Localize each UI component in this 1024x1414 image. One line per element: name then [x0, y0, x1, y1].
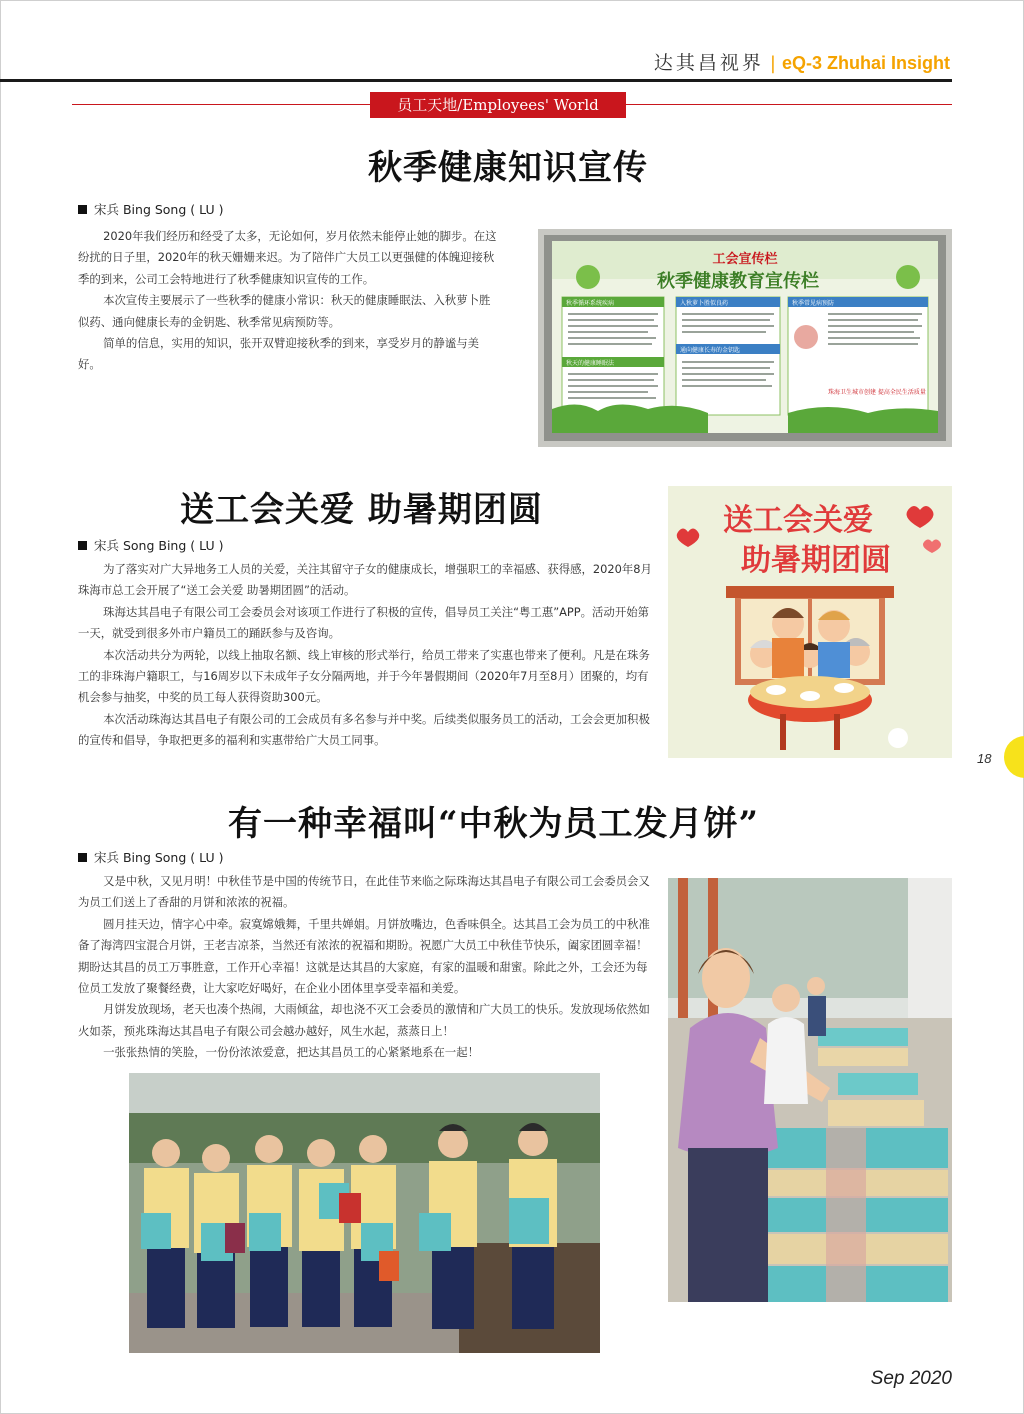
paragraph: 珠海达其昌电子有限公司工会委员会对该项工作进行了积极的宣传，倡导员工关注“粤工惠”APP。活动开始第一天，就受到很多外市户籍员工的踊跃参与及咨询。	[78, 604, 649, 641]
bullet-square-icon	[78, 205, 87, 214]
board-panel-label: 秋季循环系统疾病	[566, 300, 615, 307]
paragraph: 又是中秋，又见月明！中秋佳节是中国的传统节日，在此佳节来临之际珠海达其昌电子有限公司工会委员会又为员工们送上了香甜的月饼和浓浓的祝福。	[78, 874, 650, 910]
mooncake-distribution-image	[668, 878, 952, 1302]
paragraph: 圆月挂天边，情字心中牵。寂寞嫦娥舞，千里共婵娟。月饼放嘴边，色香味俱全。达其昌工会为员工的中秋准备了海湾四宝混合月饼，王老吉凉茶，当然还有浓浓的祝福和期盼。祝愿广大员工中秋佳节快乐，阖家团圆幸福！期盼达其昌的员工万事胜意，工作开心幸福！这就是达其昌的大家庭，有家的温暖和甜蜜。除此之外，工会还为每位员工发放了聚餐经费，让大家吃好喝好，在企业小团体里享受幸福和美爱。	[78, 916, 650, 996]
brand-name-en: eQ-3 Zhuhai Insight	[781, 53, 950, 73]
paragraph: 本次活动共分为两轮，以线上抽取名额、线上审核的形式举行，给员工带来了实惠也带来了便利。凡是在珠务工的非珠海户籍职工，与16周岁以下未成年子女分隔两地，并于今年暑假期间（2020年7月至8月）团聚的，均有机会参与抽奖，中奖的员工每人获得资助300元。	[78, 647, 650, 705]
board-footer-note: 珠海卫生城市创建 提高全民生活质量	[828, 389, 926, 396]
health-board-photo	[538, 229, 952, 447]
paragraph: 2020年我们经历和经受了太多，无论如何，岁月依然未能停止她的脚步。在这纷扰的日子里，2020年的秋天姗姗来迟。为了陪伴广大员工以更强健的体魄迎接秋季的到来，公司工会特地进行了秋季健康知识宣传的工作。	[78, 229, 497, 286]
poster-line2: 助暑期团圆	[741, 543, 891, 578]
article3-body	[78, 871, 654, 1064]
board-header: 工会宣传栏	[712, 252, 778, 267]
header-rule	[0, 79, 952, 82]
article2-title: 送工会关爱 助暑期团圆	[180, 490, 543, 530]
paragraph: 月饼发放现场，老天也凑个热闹，大雨倾盆，却也浇不灭工会委员的激情和广大员工的快乐。发放现场依然如火如荼，预兆珠海达其昌电子有限公司会越办越好，风生水起，蒸蒸日上！	[78, 1002, 650, 1038]
family-poster-image	[668, 486, 952, 758]
article1-byline	[78, 200, 223, 218]
article1-author: 宋兵 Bing Song ( LU )	[94, 202, 224, 217]
issue-date: Sep 2020	[870, 1368, 952, 1389]
bullet-square-icon	[78, 541, 87, 550]
header-brand	[654, 48, 950, 75]
board-panel-label: 通向健康长寿的金钥匙	[680, 347, 741, 354]
page-tab	[1004, 736, 1024, 778]
article1-body	[78, 226, 500, 376]
article3-title: 有一种幸福叫“中秋为员工发月饼”	[228, 804, 760, 844]
brand-name-cn: 达其昌视界	[653, 52, 764, 74]
summer-reunion-poster	[668, 486, 952, 758]
staff-group-photo	[129, 1073, 600, 1353]
health-board-image	[538, 229, 952, 447]
board-panel-label: 秋天的健康睡眠法	[566, 360, 615, 367]
section-banner: 员工天地/Employees' World	[370, 92, 626, 118]
brand-separator: |	[769, 53, 776, 74]
board-panel-label: 秋季常见病预防	[792, 300, 835, 307]
paragraph: 本次活动珠海达其昌电子有限公司的工会成员有多名参与并中奖。后续类似服务员工的活动，工会会更加积极的宣传和倡导，争取把更多的福利和实惠带给广大员工同事。	[78, 711, 650, 748]
article2-body	[78, 559, 654, 752]
article3-byline	[78, 848, 223, 866]
article1-title: 秋季健康知识宣传	[368, 148, 648, 188]
paragraph: 简单的信息，实用的知识，张开双臂迎接秋季的到来，享受岁月的静谧与美好。	[78, 336, 479, 372]
article2-byline	[78, 536, 223, 554]
page-number: 18	[977, 751, 992, 766]
board-title: 秋季健康教育宣传栏	[657, 271, 819, 292]
mooncake-boxes-photo	[668, 878, 952, 1302]
board-panel-label: 入秋萝卜胜似良药	[680, 300, 729, 307]
poster-line1: 送工会关爱	[723, 503, 873, 538]
article2-author: 宋兵 Song Bing ( LU )	[94, 538, 224, 553]
paragraph: 为了落实对广大异地务工人员的关爱，关注其留守子女的健康成长，增强职工的幸福感、获得感，2020年8月珠海市总工会开展了“送工会关爱 助暑期团圆”的活动。	[78, 562, 652, 598]
paragraph: 本次宣传主要展示了一些秋季的健康小常识：秋天的健康睡眠法、入秋萝卜胜似药、通向健康长寿的金钥匙、秋季常见病预防等。	[78, 293, 491, 329]
paragraph: 一张张热情的笑脸，一份份浓浓爱意，把达其昌员工的心紧紧地系在一起！	[103, 1045, 479, 1060]
employees-holding-gifts-image	[129, 1073, 600, 1353]
article3-author: 宋兵 Bing Song ( LU )	[94, 850, 224, 865]
bullet-square-icon	[78, 853, 87, 862]
